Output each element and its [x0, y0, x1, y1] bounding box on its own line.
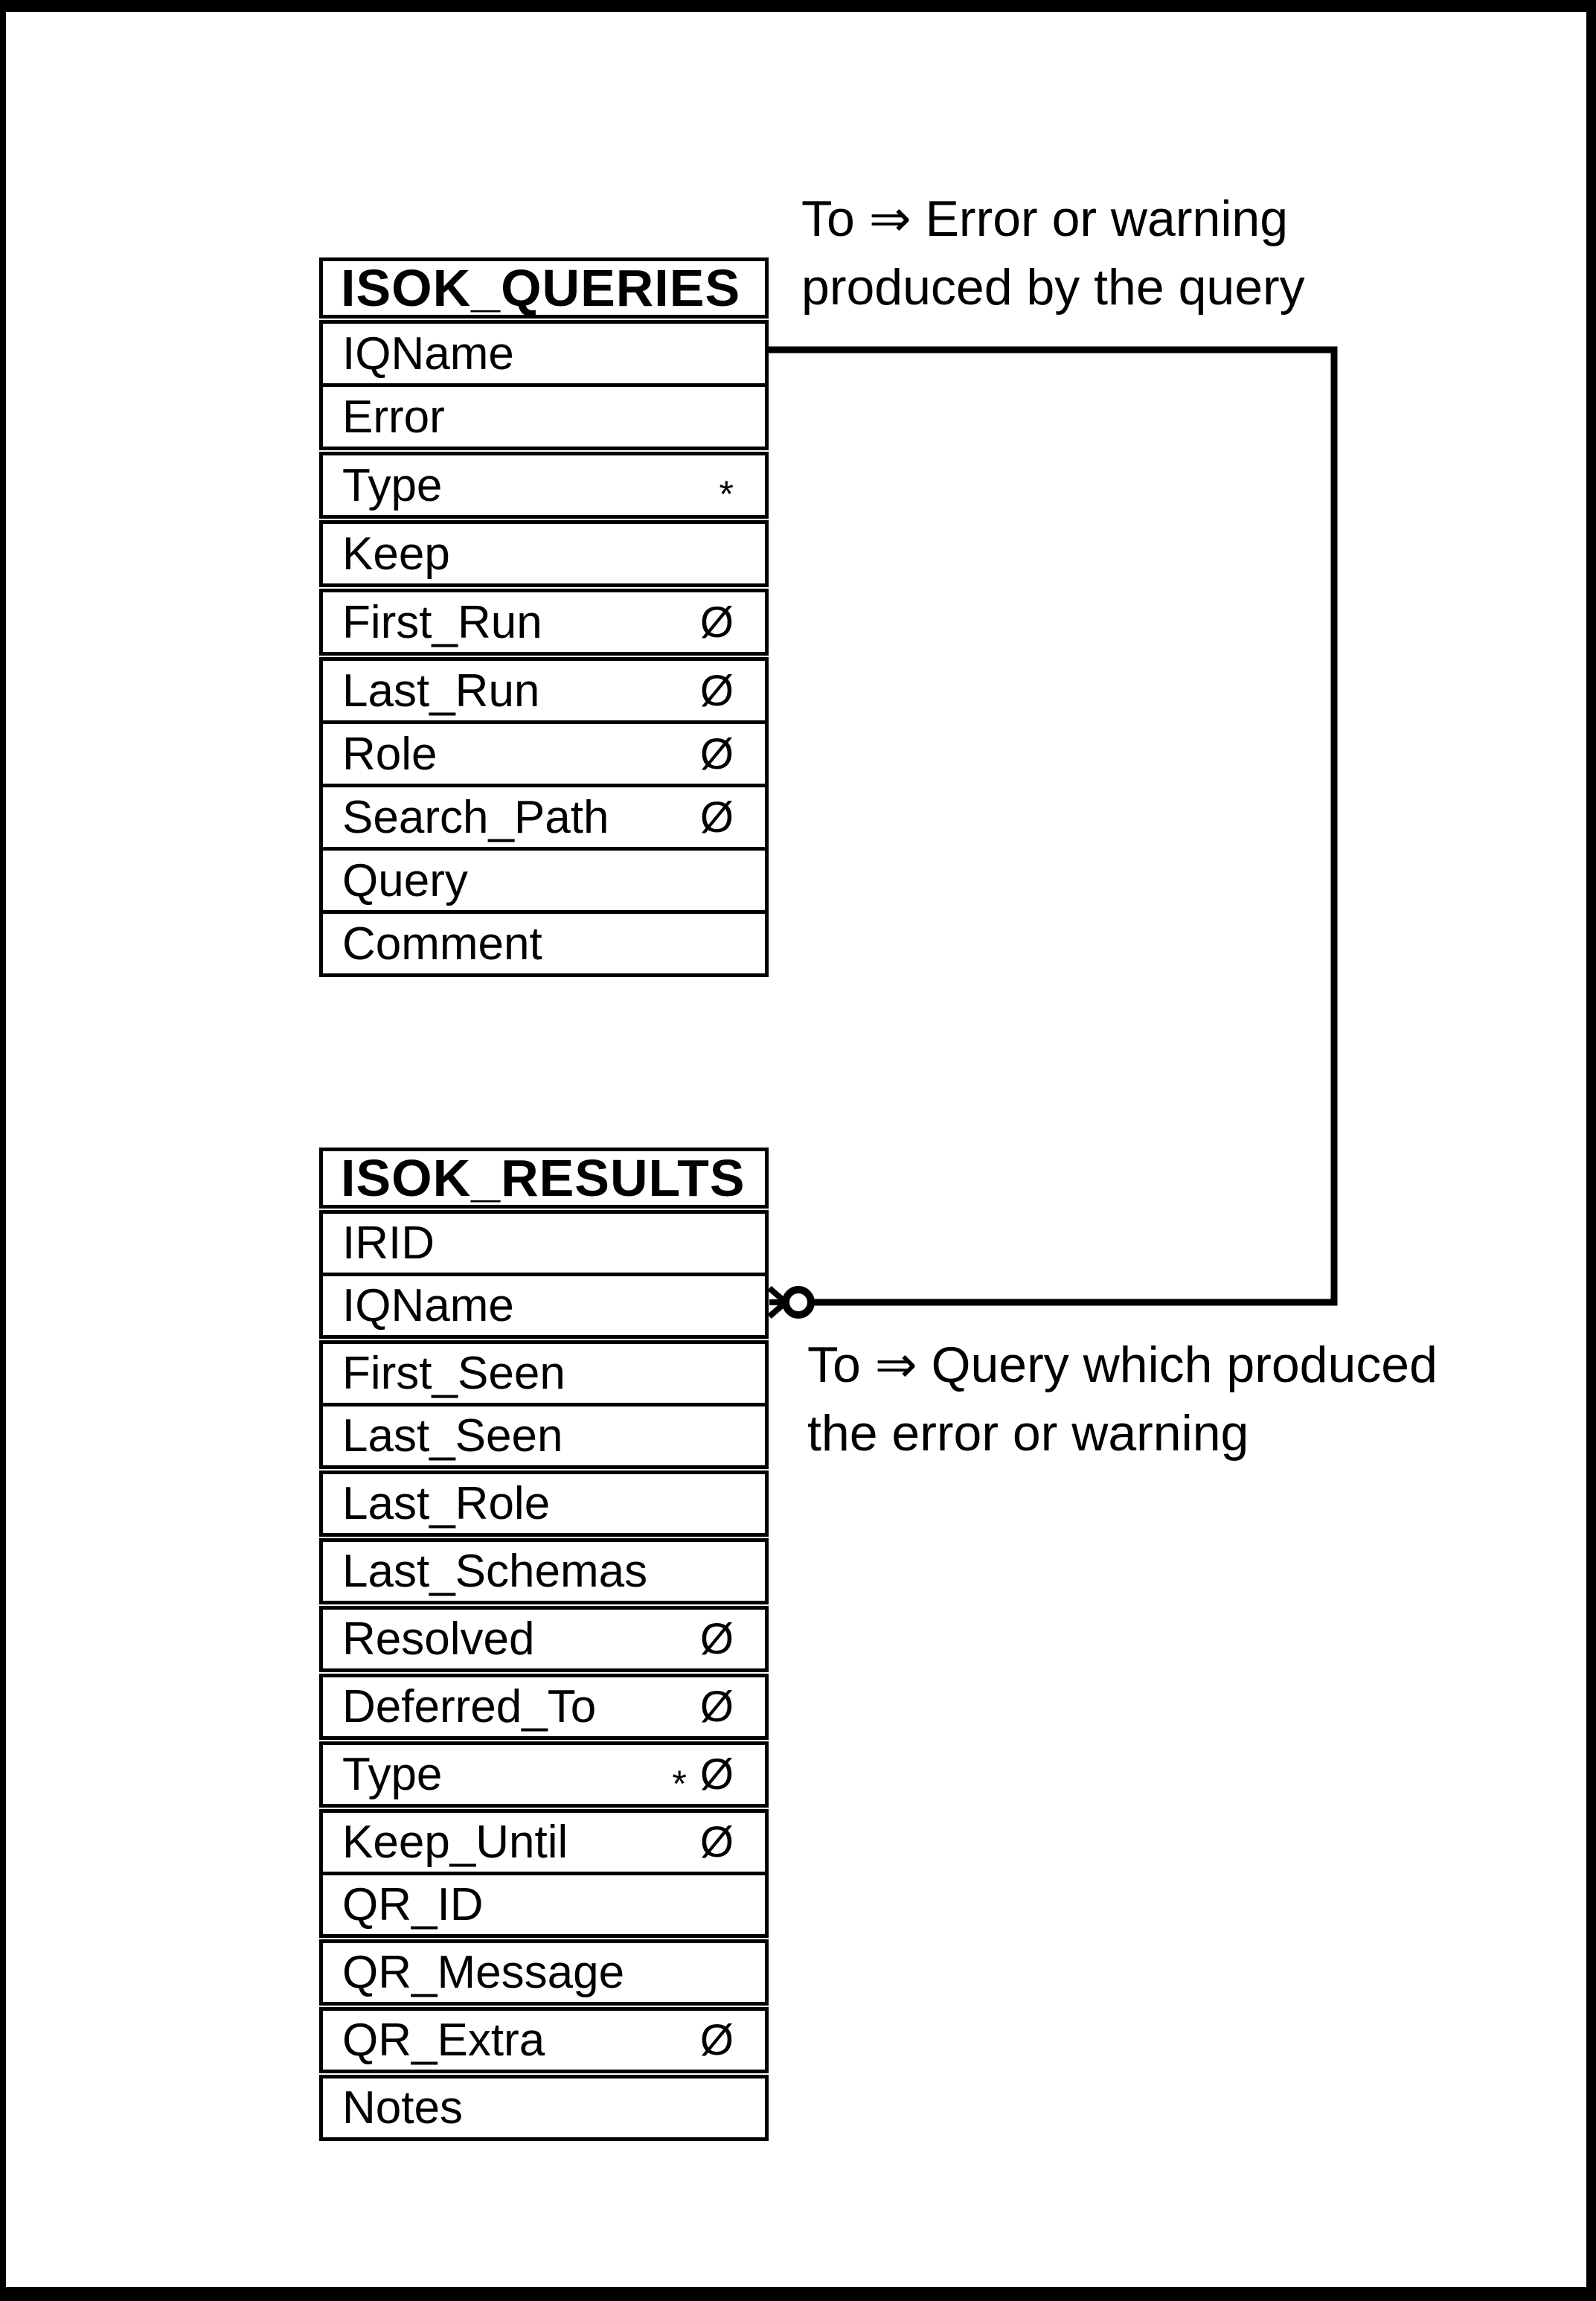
field-row-qr_message: [319, 1939, 769, 2006]
field-symbols: [700, 666, 734, 716]
field-row-iqname: [319, 320, 769, 387]
field-name: Last_Role: [342, 1478, 551, 1529]
field-row-type: [319, 1741, 769, 1808]
annotation-error-or-warning: [801, 185, 1305, 321]
table-title-isok-queries: ISOK_QUERIES: [319, 257, 769, 319]
field-row-error: [319, 383, 769, 450]
field-name: Deferred_To: [342, 1681, 597, 1732]
field-name: Query: [342, 854, 468, 906]
field-name: IQName: [342, 327, 514, 380]
field-name: Type: [342, 459, 443, 511]
field-row-comment: [319, 910, 769, 977]
table-isok-results: [319, 1148, 769, 2141]
field-row-irid: [319, 1210, 769, 1276]
field-name: First_Seen: [342, 1348, 565, 1399]
field-name: Last_Run: [342, 665, 540, 717]
table-isok-queries: [319, 257, 769, 977]
field-symbols: [672, 1750, 734, 1805]
field-row-iqname: [319, 1273, 769, 1339]
nullable-icon: Ø: [699, 793, 734, 842]
annotation-line: the error or warning: [807, 1405, 1249, 1462]
field-symbols: [700, 598, 734, 647]
field-row-type: [319, 452, 769, 519]
field-symbols: [700, 1817, 734, 1867]
field-name: QR_Message: [342, 1947, 625, 1998]
field-name: Resolved: [342, 1613, 535, 1665]
field-row-deferred_to: [319, 1674, 769, 1740]
field-row-keep: [319, 520, 769, 587]
field-name: Type: [342, 1749, 443, 1800]
table-fields-isok-queries: [319, 320, 769, 977]
field-name: Role: [342, 728, 438, 780]
field-row-qr_extra: [319, 2007, 769, 2073]
nullable-icon: Ø: [699, 1615, 734, 1663]
annotation-line: produced by the query: [801, 259, 1305, 316]
field-symbols: [700, 1682, 734, 1732]
nullable-icon: Ø: [699, 666, 734, 715]
nullable-icon: Ø: [699, 1683, 734, 1731]
field-symbols: [719, 464, 734, 515]
field-name: Error: [342, 391, 445, 443]
field-name: First_Run: [342, 596, 542, 648]
nullable-icon: Ø: [699, 2016, 734, 2064]
field-name: IQName: [342, 1280, 514, 1331]
field-name: Search_Path: [342, 791, 609, 843]
field-name: QR_ID: [342, 1879, 484, 1930]
field-name: IRID: [342, 1217, 435, 1269]
annotation-line: To ⇒ Error or warning: [801, 191, 1289, 247]
field-row-query: [319, 847, 769, 914]
annotation-line: To ⇒ Query which produced: [807, 1337, 1438, 1393]
field-row-first_seen: [319, 1340, 769, 1406]
table-title-isok-results: ISOK_RESULTS: [319, 1148, 769, 1209]
nullable-icon: Ø: [699, 598, 734, 647]
field-row-first_run: [319, 589, 769, 656]
field-symbols: [700, 793, 734, 842]
field-row-role: [319, 720, 769, 787]
field-row-notes: [319, 2075, 769, 2141]
field-row-last_run: [319, 657, 769, 724]
relationship-line: [766, 350, 1334, 1302]
indexed-star-icon: *: [719, 473, 734, 515]
field-row-resolved: [319, 1606, 769, 1672]
field-name: Comment: [342, 918, 542, 970]
field-symbols: [700, 729, 734, 779]
table-fields-isok-results: [319, 1210, 769, 2141]
field-name: Last_Seen: [342, 1410, 563, 1462]
field-row-last_role: [319, 1470, 769, 1537]
optional-circle-icon: [786, 1290, 811, 1315]
field-row-search_path: [319, 784, 769, 851]
field-row-last_seen: [319, 1403, 769, 1469]
field-name: Keep_Until: [342, 1817, 568, 1868]
field-name: Last_Schemas: [342, 1546, 648, 1597]
annotation-query-which-produced: [807, 1331, 1438, 1468]
nullable-icon: Ø: [699, 1750, 734, 1799]
field-name: Keep: [342, 528, 450, 580]
field-row-keep_until: [319, 1809, 769, 1875]
field-row-last_schemas: [319, 1538, 769, 1604]
field-name: QR_Extra: [342, 2014, 545, 2066]
field-symbols: [700, 2015, 734, 2065]
field-row-qr_id: [319, 1872, 769, 1938]
field-name: Notes: [342, 2082, 463, 2134]
nullable-icon: Ø: [699, 729, 734, 778]
indexed-star-icon: *: [672, 1762, 687, 1805]
field-symbols: [700, 1614, 734, 1664]
nullable-icon: Ø: [699, 1818, 734, 1866]
